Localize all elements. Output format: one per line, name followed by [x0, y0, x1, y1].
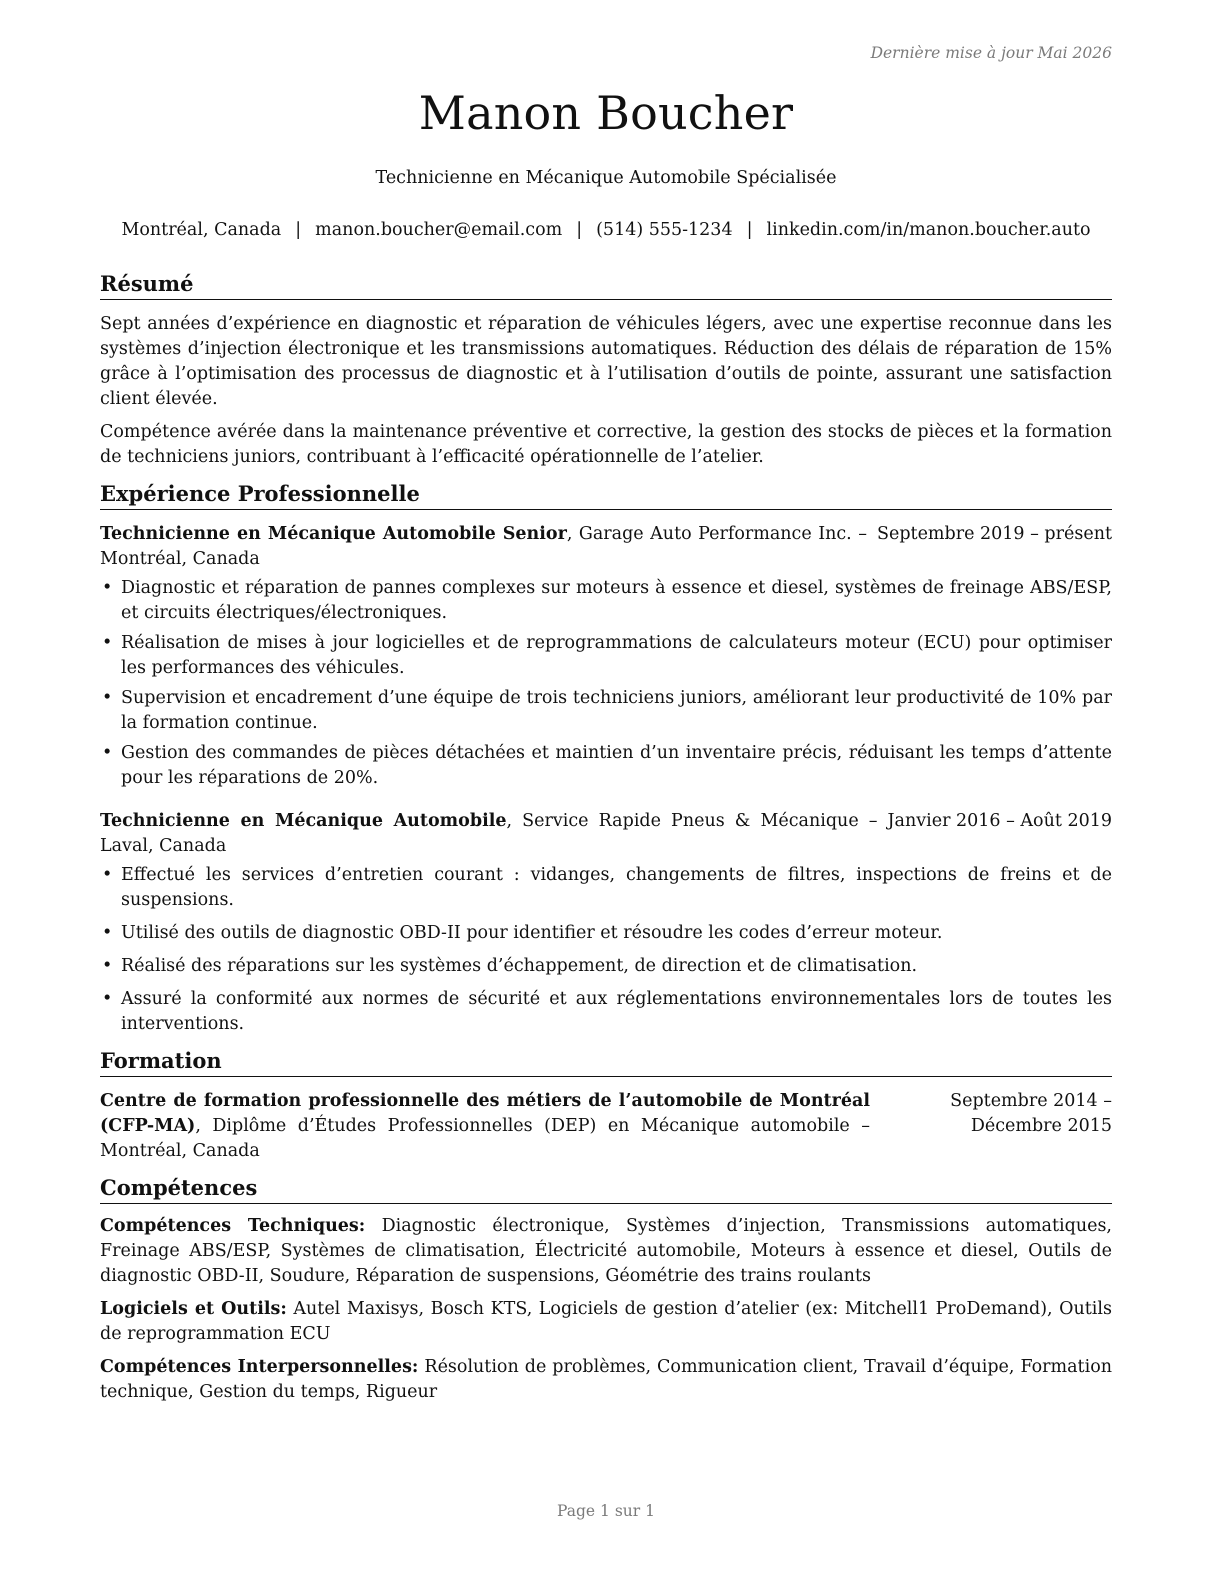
job-company: , Service Rapide Pneus & Mécanique – Laval, Canada	[100, 811, 878, 856]
skill-group-items: Diagnostic électronique, Systèmes d’injection, Transmissions automatiques, Freinage ABS/ESP, Systèmes de climatisation, Électricité automobile, Moteurs à essence et diesel, Outils de diagnostic OBD-II, Soudure, Réparation de suspensions, Géométrie des trains roulants	[100, 1216, 1112, 1286]
last-updated-date: Dernière mise à jour Mai 2026	[870, 44, 1112, 62]
list-item: • Utilisé des outils de diagnostic OBD-II pour identifier et résoudre les codes d’erreur moteur.	[100, 921, 1112, 946]
list-item: • Réalisation de mises à jour logicielles et de reprogrammations de calculateurs moteur (ECU) pour optimiser les performances des véhicules.	[100, 631, 1112, 681]
education-section	[100, 1047, 1112, 1164]
skill-group-label: Logiciels et Outils:	[100, 1299, 287, 1319]
section-heading-summary: Résumé	[100, 270, 1112, 300]
contact-location: Montréal, Canada	[121, 220, 282, 240]
education-dates: Septembre 2014 – Décembre 2015	[950, 1091, 1112, 1136]
contact-line	[100, 220, 1112, 240]
education-title-line	[100, 1089, 880, 1164]
summary-paragraph: Sept années d’expérience en diagnostic et réparation de véhicules légers, avec une expertise reconnue dans les systèmes d’injection électronique et les transmissions automatiques. Réduction des délais de réparation de 15% grâce à l’optimisation des processus de diagnostic et à l’utilisation d’outils de pointe, assurant une satisfaction client élevée.	[100, 314, 1112, 409]
job-company: , Garage Auto Performance Inc. – Montréal, Canada	[100, 524, 867, 569]
job-header	[100, 809, 1112, 859]
job-entry	[100, 809, 1112, 1037]
section-heading-education: Formation	[100, 1047, 1112, 1077]
job-title-line	[100, 522, 877, 572]
skill-group	[100, 1297, 1112, 1347]
candidate-title: Technicienne en Mécanique Automobile Spécialisée	[375, 168, 837, 188]
contact-phone[interactable]: (514) 555-1234	[596, 220, 733, 240]
job-dates: Septembre 2019 – présent	[877, 524, 1112, 544]
candidate-name: Manon Boucher	[418, 86, 794, 140]
contact-email[interactable]: manon.boucher@email.com	[315, 220, 563, 240]
skill-group-label: Compétences Techniques:	[100, 1216, 366, 1236]
list-item: • Diagnostic et réparation de pannes complexes sur moteurs à essence et diesel, systèmes de freinage ABS/ESP, et circuits électriques/électroniques.	[100, 576, 1112, 626]
job-header	[100, 522, 1112, 572]
skills-section	[100, 1174, 1112, 1405]
job-role: Technicienne en Mécanique Automobile	[100, 811, 507, 831]
education-details: , Diplôme d’Études Professionnelles (DEP) en Mécanique automobile – Montréal, Canada	[100, 1116, 870, 1161]
section-heading-skills: Compétences	[100, 1174, 1112, 1204]
contact-separator: |	[576, 220, 583, 240]
skill-group-items: Résolution de problèmes, Communication client, Travail d’équipe, Formation technique, Gestion du temps, Rigueur	[100, 1357, 1112, 1402]
section-heading-experience: Expérience Professionnelle	[100, 480, 1112, 510]
page-number: Page 1 sur 1	[557, 1502, 655, 1520]
skill-group-items: Autel Maxisys, Bosch KTS, Logiciels de gestion d’atelier (ex: Mitchell1 ProDemand), Outils de reprogrammation ECU	[100, 1299, 1112, 1344]
resume-content	[100, 270, 1112, 1415]
contact-separator: |	[746, 220, 753, 240]
list-item: • Réalisé des réparations sur les systèmes d’échappement, de direction et de climatisation.	[100, 954, 1112, 979]
skill-group-label: Compétences Interpersonnelles:	[100, 1357, 419, 1377]
contact-linkedin[interactable]: linkedin.com/in/manon.boucher.auto	[766, 220, 1091, 240]
skill-group	[100, 1214, 1112, 1289]
list-item: • Gestion des commandes de pièces détachées et maintien d’un inventaire précis, réduisant les temps d’attente pour les réparations de 20%.	[100, 741, 1112, 791]
education-entry	[100, 1089, 1112, 1164]
list-item: • Assuré la conformité aux normes de sécurité et aux réglementations environnementales lors de toutes les interventions.	[100, 987, 1112, 1037]
job-dates: Janvier 2016 – Août 2019	[887, 811, 1112, 831]
list-item: • Effectué les services d’entretien courant : vidanges, changements de filtres, inspections de freins et de suspensions.	[100, 863, 1112, 913]
experience-section	[100, 480, 1112, 1037]
job-title-line	[100, 809, 888, 859]
job-bullets	[100, 863, 1112, 1037]
summary-paragraph: Compétence avérée dans la maintenance préventive et corrective, la gestion des stocks de pièces et la formation de techniciens juniors, contribuant à l’efficacité opérationnelle de l’atelier.	[100, 422, 1112, 467]
contact-separator: |	[295, 220, 302, 240]
job-role: Technicienne en Mécanique Automobile Senior	[100, 524, 567, 544]
resume-page	[100, 0, 1112, 1584]
skill-group	[100, 1355, 1112, 1405]
summary-section	[100, 270, 1112, 470]
education-school: Centre de formation professionnelle des métiers de l’automobile de Montréal (CFP-MA)	[100, 1091, 870, 1136]
list-item: • Supervision et encadrement d’une équipe de trois techniciens juniors, améliorant leur productivité de 10% par la formation continue.	[100, 686, 1112, 736]
job-bullets	[100, 576, 1112, 791]
job-entry	[100, 522, 1112, 791]
